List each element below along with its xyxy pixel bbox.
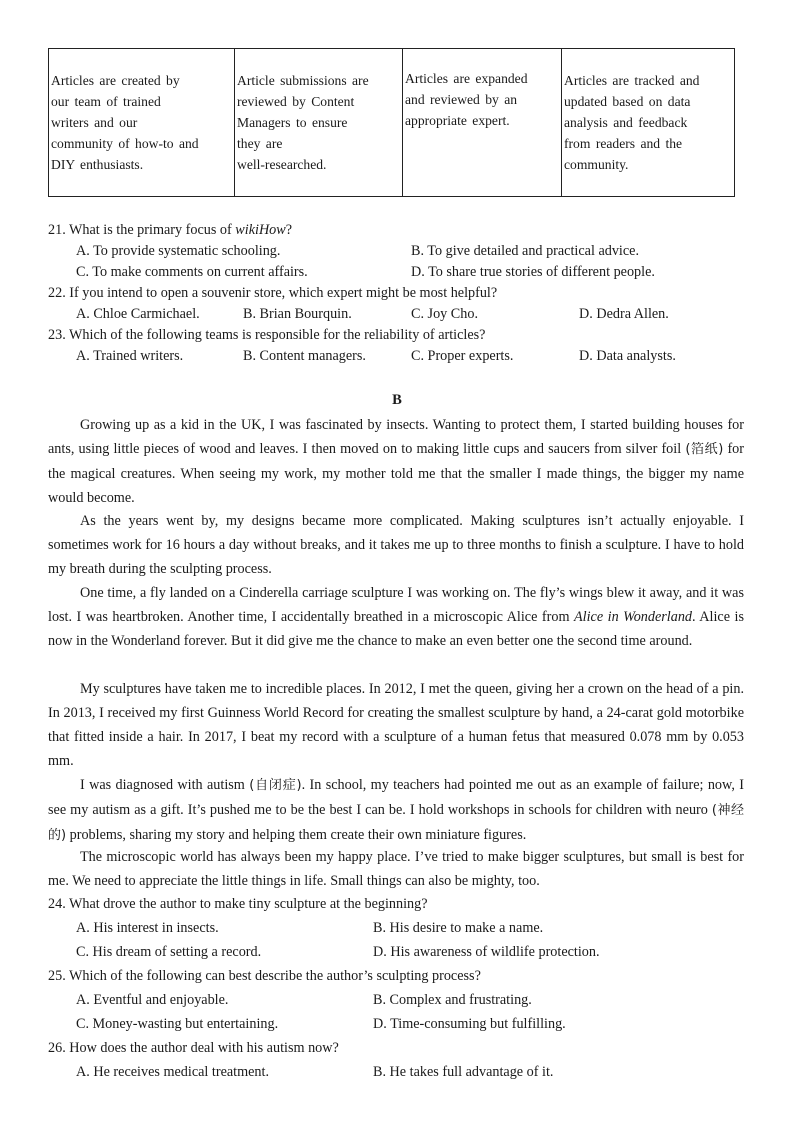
cell-line: well-researched. <box>237 157 327 172</box>
question-23-option-b[interactable]: B. Content managers. <box>243 348 366 364</box>
cell-line: they are <box>237 136 283 151</box>
cell-line: appropriate expert. <box>405 113 510 128</box>
stem-text: 21. What is the primary focus of <box>48 222 236 238</box>
cell-line: Article submissions are <box>237 73 369 88</box>
table-row <box>49 49 735 197</box>
paragraph-text: problems, sharing my story and helping them create their own miniature figures. <box>66 827 527 843</box>
paragraph-text: I was diagnosed with autism <box>80 777 250 793</box>
cell-line: Articles are expanded <box>405 71 528 86</box>
cell-line: our team of trained <box>51 94 161 109</box>
cell-line: Articles are created by <box>51 73 180 88</box>
question-23-stem: 23. Which of the following teams is responsible for the reliability of articles? <box>48 327 486 343</box>
chinese-gloss: (自闭症) <box>249 778 302 793</box>
cell-line: from readers and the <box>564 136 683 151</box>
paragraph-text: Growing up as a kid in the UK, I was fascinated by insects. Wanting to protect them, I started building houses for ants, using little pieces of wood and leaves. I then moved on to making little cups and saucers from silver foil <box>48 417 744 457</box>
question-22-option-c[interactable]: C. Joy Cho. <box>411 306 479 322</box>
question-22-option-d[interactable]: D. Dedra Allen. <box>579 306 669 322</box>
question-21-option-a[interactable]: A. To provide systematic schooling. <box>76 243 281 259</box>
cell-line: DIY enthusiasts. <box>51 157 144 172</box>
section-heading: B <box>392 392 402 408</box>
question-25-option-d[interactable]: D. Time-consuming but fulfilling. <box>373 1016 566 1032</box>
cell-line: writers and our <box>51 115 138 130</box>
info-table <box>48 48 735 197</box>
question-21-option-d[interactable]: D. To share true stories of different people. <box>411 264 655 280</box>
cell-line: analysis and feedback <box>564 115 688 130</box>
cell-line: Articles are tracked and <box>564 73 700 88</box>
chinese-gloss: (神经的) <box>48 803 745 843</box>
table-cell-created <box>49 49 235 197</box>
question-22-option-b[interactable]: B. Brian Bourquin. <box>243 306 352 322</box>
cell-line: updated based on data <box>564 94 691 109</box>
stem-emphasis: wikiHow <box>235 222 286 238</box>
question-24-option-a[interactable]: A. His interest in insects. <box>76 920 219 936</box>
table-cell-expanded <box>403 49 562 197</box>
cell-line: Managers to ensure <box>237 115 348 130</box>
chinese-gloss: (箔纸) <box>685 442 724 457</box>
question-23-option-a[interactable]: A. Trained writers. <box>76 348 184 364</box>
passage-paragraph-5 <box>48 773 744 848</box>
question-21-option-c[interactable]: C. To make comments on current affairs. <box>76 264 308 280</box>
cell-line: reviewed by Content <box>237 94 355 109</box>
question-24-option-d[interactable]: D. His awareness of wildlife protection. <box>373 944 600 960</box>
question-25-option-c[interactable]: C. Money-wasting but entertaining. <box>76 1016 279 1032</box>
cell-line: community of how-to and <box>51 136 199 151</box>
question-24-option-b[interactable]: B. His desire to make a name. <box>373 920 544 936</box>
passage-paragraph-6: The microscopic world has always been my happy place. I’ve tried to make bigger sculptures, but small is best for me. We need to appreciate the little things in life. Small things can also be mighty, too. <box>48 849 744 889</box>
question-26-stem: 26. How does the author deal with his autism now? <box>48 1040 339 1056</box>
question-21-option-b[interactable]: B. To give detailed and practical advice. <box>411 243 640 259</box>
question-22-stem: 22. If you intend to open a souvenir store, which expert might be most helpful? <box>48 285 498 301</box>
question-24-stem: 24. What drove the author to make tiny sculpture at the beginning? <box>48 896 428 912</box>
passage-paragraph-2: As the years went by, my designs became more complicated. Making sculptures isn’t actually enjoyable. I sometimes work for 16 hours a day without breaks, and it takes me up to three months to finish a sculpture. I have to hold my breath during the sculpting process. <box>48 513 744 577</box>
question-23-option-d[interactable]: D. Data analysts. <box>579 348 676 364</box>
question-24-option-c[interactable]: C. His dream of setting a record. <box>76 944 262 960</box>
question-25-stem: 25. Which of the following can best describe the author’s sculpting process? <box>48 968 481 984</box>
cell-line: and reviewed by an <box>405 92 518 107</box>
table-cell-reviewed <box>235 49 403 197</box>
question-23-option-c[interactable]: C. Proper experts. <box>411 348 514 364</box>
cell-line: community. <box>564 157 629 172</box>
question-26-option-a[interactable]: A. He receives medical treatment. <box>76 1064 270 1080</box>
passage-paragraph-4: My sculptures have taken me to incredible places. In 2012, I met the queen, giving her a crown on the head of a pin. In 2013, I received my first Guinness World Record for creating the smallest sculpture by hand, a 24-carat gold motorbike that fitted inside a hair. In 2017, I beat my record with a sculpture of a human fetus that measured 0.078 mm by 0.053 mm. <box>48 681 744 769</box>
question-26-option-b[interactable]: B. He takes full advantage of it. <box>373 1064 554 1080</box>
table-cell-tracked <box>562 49 735 197</box>
paragraph-text: . Alice is now in the Wonderland forever. But it did give me the chance to make an even better one the second time around. <box>48 609 744 649</box>
passage-paragraph-3 <box>48 581 744 653</box>
question-25-option-b[interactable]: B. Complex and frustrating. <box>373 992 532 1008</box>
question-22-option-a[interactable]: A. Chloe Carmichael. <box>76 306 200 322</box>
stem-text: ? <box>285 222 293 238</box>
paragraph-text: . In school, my teachers had pointed me out as an example of failure; now, I see my autism as a gift. It’s pushed me to be the best I can be. I hold workshops in schools for children with neuro <box>48 777 744 818</box>
question-25-option-a[interactable]: A. Eventful and enjoyable. <box>76 992 229 1008</box>
passage-paragraph-1 <box>48 413 744 510</box>
book-title: Alice in Wonderland <box>573 609 693 625</box>
paragraph-text: One time, a fly landed on a Cinderella carriage sculpture I was working on. The fly’s wings blew it away, and it was lost. I was heartbroken. Another time, I accidentally breathed in a microscopic Alice from <box>48 585 744 625</box>
paragraph-text: for the magical creatures. When seeing my work, my mother told me that the smaller I made things, the bigger my name would become. <box>48 441 744 506</box>
